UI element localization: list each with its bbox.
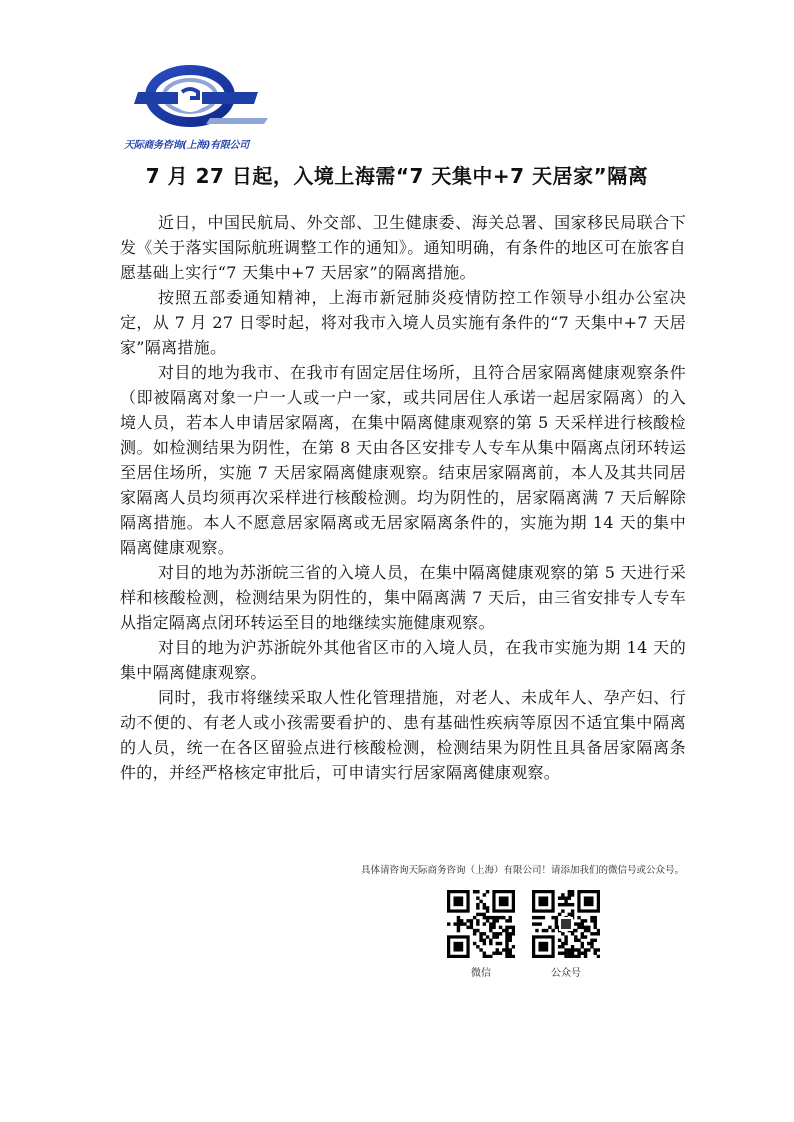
page-title: 7 月 27 日起，入境上海需“7 天集中+7 天居家”隔离 (145, 164, 649, 188)
paragraph: 按照五部委通知精神，上海市新冠肺炎疫情防控工作领导小组办公室决定，从 7 月 27 日零时起，将对我市入境人员实施有条件的“7 天集中+7 天居家”隔离措施。 (120, 288, 686, 357)
paragraph: 同时，我市将继续采取人性化管理措施，对老人、未成年人、孕产妇、行动不便的、有老人或小孩需要看护的、患有基础性疾病等原因不适宜集中隔离的人员，统一在各区留验点进行核酸检测，检测结果为阴性且具备居家隔离条件的，并经严格核定审批后，可申请实行居家隔离健康观察。 (120, 688, 686, 782)
paragraph: 近日，中国民航局、外交部、卫生健康委、海关总署、国家移民局联合下发《关于落实国际航班调整工作的通知》。通知明确，有条件的地区可在旅客自愿基础上实行“7 天集中+7 天居家”的隔离措施。 (120, 213, 686, 282)
logo-emblem-icon (118, 58, 278, 138)
company-name: 天际商务咨询(上海)有限公司 (124, 140, 249, 151)
official-account-qr-code-icon[interactable] (532, 890, 600, 958)
official-account-qr-label: 公众号 (551, 968, 581, 979)
paragraph: 对目的地为我市、在我市有固定居住场所，且符合居家隔离健康观察条件（即被隔离对象一户一人或一户一家，或共同居住人承诺一起居家隔离）的入境人员，若本人申请居家隔离，在集中隔离健康观察的第 5 天采样进行核酸检测。如检测结果为阴性，在第 8 天由各区安排专人专车从集中隔离点闭环转运至居住场所，实施 7 天居家隔离健康观察。结束居家隔离前，本人及其共同居家隔离人员均须再次采样进行核酸检测。均为阴性的，居家隔离满 7 天后解除隔离措施。本人不愿意居家隔离或无居家隔离条件的，实施为期 14 天的集中隔离健康观察。 (120, 363, 686, 557)
wechat-qr-block (445, 890, 517, 979)
wechat-qr-label: 微信 (471, 968, 491, 979)
article-body (120, 210, 686, 785)
paragraph: 对目的地为苏浙皖三省的入境人员，在集中隔离健康观察的第 5 天进行采样和核酸检测，检测结果为阴性的，集中隔离满 7 天后，由三省安排专人专车从指定隔离点闭环转运至目的地继续实施健康观察。 (120, 563, 686, 632)
wechat-qr-code-icon[interactable] (447, 890, 515, 958)
paragraph: 对目的地为沪苏浙皖外其他省区市的入境人员，在我市实施为期 14 天的集中隔离健康观察。 (120, 638, 686, 682)
contact-note: 具体请咨询天际商务咨询（上海）有限公司！请添加我们的微信号或公众号。 (360, 865, 684, 876)
official-account-qr-block (530, 890, 602, 979)
